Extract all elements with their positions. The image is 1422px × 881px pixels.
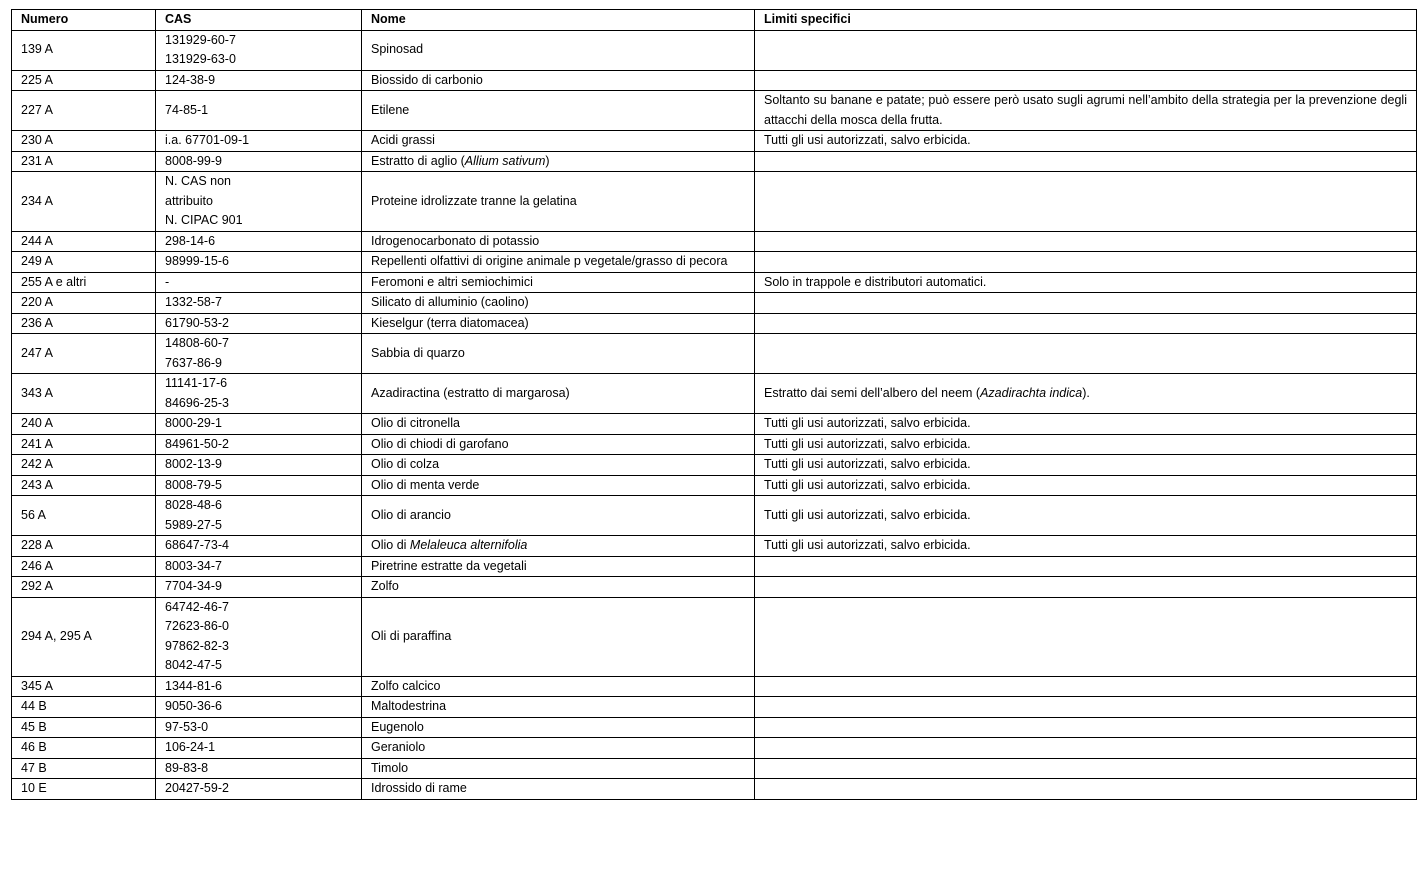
cell-cas <box>156 738 362 759</box>
cell-numero: 255 A e altri <box>12 272 156 293</box>
table-row <box>12 697 1417 718</box>
cas-number: 298-14-6 <box>165 233 216 248</box>
cell-numero: 47 B <box>12 758 156 779</box>
cell-cas <box>156 334 362 374</box>
cas-number: 1344-81-6 <box>165 678 222 693</box>
cas-number: 98999-15-6 <box>165 254 229 268</box>
cell-cas <box>156 172 362 232</box>
cell-nome <box>362 577 755 598</box>
cell-nome <box>362 231 755 252</box>
name-text: Idrossido di rame <box>371 781 467 795</box>
cell-nome <box>362 131 755 152</box>
name-text: Olio di colza <box>371 457 440 471</box>
cell-nome <box>362 496 755 536</box>
cell-cas <box>156 455 362 476</box>
table-row <box>12 172 1417 232</box>
cell-cas <box>156 577 362 598</box>
name-text: Piretrine estratte da vegetali <box>371 558 527 573</box>
cell-nome <box>362 30 755 70</box>
cell-cas <box>156 496 362 536</box>
name-text: Olio di citronella <box>371 416 460 430</box>
cell-limiti <box>755 151 1417 172</box>
cas-number: 124-38-9 <box>165 72 216 87</box>
cell-cas <box>156 676 362 697</box>
cas-number: 8008-99-9 <box>165 153 222 168</box>
table-row <box>12 434 1417 455</box>
cell-cas <box>156 272 362 293</box>
table-row <box>12 293 1417 314</box>
cas-number: N. CAS non <box>165 174 232 188</box>
cell-nome <box>362 475 755 496</box>
cell-limiti <box>755 272 1417 293</box>
cell-numero: 345 A <box>12 676 156 697</box>
table-row <box>12 717 1417 738</box>
name-text: Idrogenocarbonato di potassio <box>371 233 540 248</box>
table-row <box>12 577 1417 598</box>
name-text: Oli di paraffina <box>371 628 452 643</box>
name-text: Geraniolo <box>371 740 426 754</box>
cell-nome <box>362 738 755 759</box>
cell-limiti <box>755 30 1417 70</box>
limit-text: Tutti gli usi autorizzati, salvo erbicida. <box>764 133 971 147</box>
cell-limiti <box>755 414 1417 435</box>
cell-nome <box>362 252 755 273</box>
cell-cas <box>156 131 362 152</box>
cell-cas <box>156 151 362 172</box>
cell-cas <box>156 374 362 414</box>
limit-text: Estratto dai semi dell’albero del neem ( <box>764 385 981 400</box>
table-row <box>12 231 1417 252</box>
cell-cas <box>156 30 362 70</box>
table-row <box>12 455 1417 476</box>
column-header-numero: Numero <box>12 10 156 31</box>
cell-cas <box>156 293 362 314</box>
limit-text: Tutti gli usi autorizzati, salvo erbicida. <box>764 436 971 451</box>
cell-limiti <box>755 697 1417 718</box>
cas-number: 97862-82-3 <box>165 638 229 653</box>
name-text: Biossido di carbonio <box>371 72 483 87</box>
cas-number: attribuito <box>165 193 213 208</box>
cas-number: i.a. 67701-09-1 <box>165 133 250 147</box>
cas-number: 7704-34-9 <box>165 579 222 593</box>
substances-table <box>11 9 1417 800</box>
cell-numero: 292 A <box>12 577 156 598</box>
cas-number: 64742-46-7 <box>165 599 229 614</box>
scientific-name: Azadirachta indica <box>980 385 1083 400</box>
cell-cas <box>156 597 362 676</box>
limit-text: Tutti gli usi autorizzati, salvo erbicida. <box>764 507 971 522</box>
cell-limiti <box>755 455 1417 476</box>
cell-nome <box>362 91 755 131</box>
cell-cas <box>156 252 362 273</box>
cell-cas <box>156 556 362 577</box>
cell-nome <box>362 293 755 314</box>
cas-number: 84961-50-2 <box>165 436 229 451</box>
cell-cas <box>156 414 362 435</box>
cell-numero: 294 A, 295 A <box>12 597 156 676</box>
cell-limiti <box>755 313 1417 334</box>
cell-cas <box>156 697 362 718</box>
table-row <box>12 151 1417 172</box>
table-row <box>12 556 1417 577</box>
cas-number: 8028-48-6 <box>165 498 222 512</box>
name-text: ) <box>545 153 550 168</box>
scientific-name: Melaleuca alternifolia <box>409 538 528 552</box>
cell-numero: 234 A <box>12 172 156 232</box>
header-row <box>12 10 1417 31</box>
cell-nome <box>362 313 755 334</box>
table-row <box>12 272 1417 293</box>
cas-number: 97-53-0 <box>165 719 209 734</box>
cell-limiti <box>755 738 1417 759</box>
cas-number: 8008-79-5 <box>165 477 222 492</box>
cell-numero: 139 A <box>12 30 156 70</box>
cell-limiti <box>755 172 1417 232</box>
cell-numero: 246 A <box>12 556 156 577</box>
table-row <box>12 91 1417 131</box>
cas-number: 20427-59-2 <box>165 781 229 795</box>
cell-limiti <box>755 475 1417 496</box>
cell-nome <box>362 536 755 557</box>
cell-limiti <box>755 293 1417 314</box>
cell-nome <box>362 779 755 800</box>
limit-text: Solo in trappole e distributori automatici. <box>764 274 987 289</box>
cell-limiti <box>755 334 1417 374</box>
limit-text: Tutti gli usi autorizzati, salvo erbicida. <box>764 477 971 492</box>
cas-number: 1332-58-7 <box>165 295 222 309</box>
cell-limiti <box>755 556 1417 577</box>
cell-limiti <box>755 758 1417 779</box>
table-row <box>12 496 1417 536</box>
cas-number: 8002-13-9 <box>165 457 222 471</box>
cell-numero: 240 A <box>12 414 156 435</box>
cell-nome <box>362 151 755 172</box>
cell-numero: 220 A <box>12 293 156 314</box>
cell-cas <box>156 231 362 252</box>
cell-limiti <box>755 131 1417 152</box>
table-row <box>12 313 1417 334</box>
name-text: Kieselgur (terra diatomacea) <box>371 315 529 330</box>
table-row <box>12 475 1417 496</box>
name-text: Olio di chiodi di garofano <box>371 436 509 451</box>
cell-cas <box>156 758 362 779</box>
name-text: Olio di <box>371 538 410 552</box>
table-row <box>12 676 1417 697</box>
cell-numero: 249 A <box>12 252 156 273</box>
cell-cas <box>156 536 362 557</box>
limit-text: Tutti gli usi autorizzati, salvo erbicida. <box>764 457 971 471</box>
cas-number: 89-83-8 <box>165 760 209 775</box>
cas-number: 7637-86-9 <box>165 355 222 370</box>
name-text: Proteine idrolizzate tranne la gelatina <box>371 193 577 208</box>
cas-number: 8003-34-7 <box>165 558 222 573</box>
column-header-cas: CAS <box>156 10 362 31</box>
cell-numero: 231 A <box>12 151 156 172</box>
cas-number: 131929-63-0 <box>165 52 236 66</box>
name-text: Spinosad <box>371 42 424 57</box>
cell-numero: 343 A <box>12 374 156 414</box>
table-row <box>12 758 1417 779</box>
cell-limiti <box>755 231 1417 252</box>
cell-nome <box>362 717 755 738</box>
name-text: Zolfo <box>371 579 399 593</box>
cell-cas <box>156 475 362 496</box>
cell-numero: 241 A <box>12 434 156 455</box>
cas-number: 8042-47-5 <box>165 658 222 672</box>
cas-number: 68647-73-4 <box>165 538 229 552</box>
name-text: Olio di menta verde <box>371 477 480 492</box>
cell-nome <box>362 70 755 91</box>
cell-limiti <box>755 374 1417 414</box>
name-text: Zolfo calcico <box>371 678 441 693</box>
cell-numero: 44 B <box>12 697 156 718</box>
table-row <box>12 252 1417 273</box>
cell-numero: 225 A <box>12 70 156 91</box>
cell-cas <box>156 91 362 131</box>
cell-nome <box>362 374 755 414</box>
table-row <box>12 779 1417 800</box>
name-text: Sabbia di quarzo <box>371 345 465 360</box>
cell-limiti <box>755 91 1417 131</box>
cell-limiti <box>755 252 1417 273</box>
cas-number: 84696-25-3 <box>165 395 229 410</box>
table-row <box>12 597 1417 676</box>
cell-numero: 56 A <box>12 496 156 536</box>
cell-numero: 46 B <box>12 738 156 759</box>
name-text: Etilene <box>371 102 410 117</box>
name-text: Feromoni e altri semiochimici <box>371 274 533 289</box>
cell-limiti <box>755 577 1417 598</box>
cell-nome <box>362 597 755 676</box>
table-row <box>12 70 1417 91</box>
cell-nome <box>362 676 755 697</box>
cell-numero: 227 A <box>12 91 156 131</box>
name-text: Repellenti olfattivi di origine animale p vegetale/grasso di pecora <box>371 254 728 268</box>
cell-numero: 228 A <box>12 536 156 557</box>
cell-cas <box>156 313 362 334</box>
cell-nome <box>362 697 755 718</box>
name-text: Eugenolo <box>371 719 424 734</box>
name-text: Estratto di aglio ( <box>371 153 465 168</box>
table-body <box>12 30 1417 799</box>
cas-number: - <box>165 274 170 289</box>
cell-nome <box>362 334 755 374</box>
cell-nome <box>362 272 755 293</box>
table-row <box>12 414 1417 435</box>
cas-number: N. CIPAC 901 <box>165 213 243 227</box>
cell-numero: 10 E <box>12 779 156 800</box>
name-text: Acidi grassi <box>371 133 435 147</box>
cell-cas <box>156 779 362 800</box>
cell-numero: 242 A <box>12 455 156 476</box>
cell-limiti <box>755 496 1417 536</box>
table-row <box>12 30 1417 70</box>
column-header-nome: Nome <box>362 10 755 31</box>
cas-number: 72623-86-0 <box>165 619 229 633</box>
limit-text: ). <box>1082 385 1090 400</box>
cell-numero: 230 A <box>12 131 156 152</box>
cas-number: 8000-29-1 <box>165 416 222 430</box>
limit-text: Soltanto su banane e patate; può essere però usato sugli agrumi nell’ambito della strategia per la prevenzione degli attacchi della mosca della frutta. <box>764 93 1407 127</box>
cas-number: 131929-60-7 <box>165 32 236 47</box>
cell-limiti <box>755 434 1417 455</box>
name-text: Maltodestrina <box>371 699 447 713</box>
cell-numero: 243 A <box>12 475 156 496</box>
cell-limiti <box>755 70 1417 91</box>
cell-nome <box>362 455 755 476</box>
name-text: Timolo <box>371 760 409 775</box>
table-row <box>12 374 1417 414</box>
cell-limiti <box>755 536 1417 557</box>
name-text: Silicato di alluminio (caolino) <box>371 295 529 309</box>
cell-nome <box>362 414 755 435</box>
limit-text: Tutti gli usi autorizzati, salvo erbicida. <box>764 416 971 430</box>
cell-limiti <box>755 676 1417 697</box>
cas-number: 9050-36-6 <box>165 699 222 713</box>
cell-cas <box>156 70 362 91</box>
table-row <box>12 334 1417 374</box>
table-row <box>12 738 1417 759</box>
cell-cas <box>156 717 362 738</box>
name-text: Azadiractina (estratto di margarosa) <box>371 385 570 400</box>
cell-numero: 45 B <box>12 717 156 738</box>
cell-nome <box>362 434 755 455</box>
column-header-limiti: Limiti specifici <box>755 10 1417 31</box>
cas-number: 106-24-1 <box>165 740 216 754</box>
cas-number: 11141-17-6 <box>165 376 228 390</box>
limit-text: Tutti gli usi autorizzati, salvo erbicida. <box>764 538 971 552</box>
cas-number: 74-85-1 <box>165 102 209 117</box>
substances-document <box>11 9 1416 800</box>
cell-numero: 236 A <box>12 313 156 334</box>
scientific-name: Allium sativum <box>464 153 546 168</box>
table-row <box>12 536 1417 557</box>
cas-number: 5989-27-5 <box>165 517 222 532</box>
cell-numero: 244 A <box>12 231 156 252</box>
cell-nome <box>362 758 755 779</box>
table-row <box>12 131 1417 152</box>
cell-nome <box>362 172 755 232</box>
cell-limiti <box>755 597 1417 676</box>
cas-number: 14808-60-7 <box>165 336 229 350</box>
cell-limiti <box>755 717 1417 738</box>
cell-numero: 247 A <box>12 334 156 374</box>
cell-cas <box>156 434 362 455</box>
cas-number: 61790-53-2 <box>165 315 229 330</box>
cell-limiti <box>755 779 1417 800</box>
name-text: Olio di arancio <box>371 507 451 522</box>
cell-nome <box>362 556 755 577</box>
